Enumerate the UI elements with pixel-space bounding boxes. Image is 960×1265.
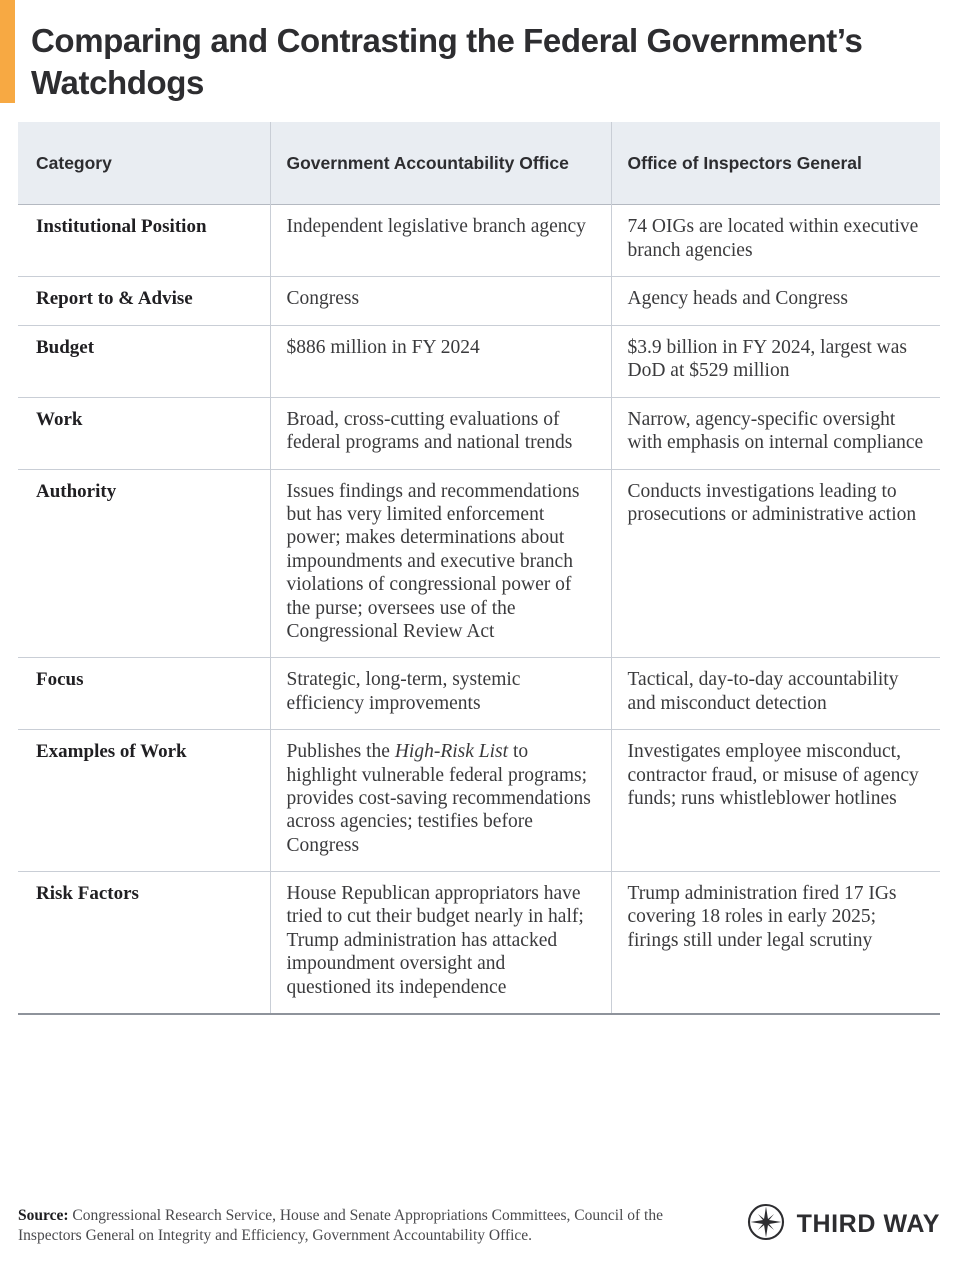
column-header-category: Category (18, 122, 270, 205)
cell-oig: Conducts investigations leading to prosecutions or administrative action (611, 469, 940, 658)
page-title: Comparing and Contrasting the Federal Government’s Watchdogs (31, 22, 863, 102)
comparison-table (18, 122, 940, 1015)
row-label: Institutional Position (18, 205, 270, 277)
row-label: Authority (18, 469, 270, 658)
title-block (0, 0, 960, 104)
cell-oig: Narrow, agency-specific oversight with emphasis on internal compliance (611, 397, 940, 469)
compass-star-icon (746, 1202, 786, 1247)
cell-text: to highlight vulnerable federal programs; provides cost-saving recommendations across agencies; testifies before Congress (286, 741, 591, 856)
third-way-logo (746, 1196, 940, 1247)
cell-gao: Independent legislative branch agency (270, 205, 611, 277)
emphasis-text: High-Risk List (394, 741, 509, 763)
cell-gao: Congress (270, 277, 611, 326)
cell-gao: House Republican appropriators have tried to cut their budget nearly in half; Trump administration has attacked impoundment oversight and questioned its independence (270, 872, 611, 1014)
cell-gao: $886 million in FY 2024 (270, 326, 611, 398)
table-header-row (18, 122, 940, 205)
cell-gao: Broad, cross-cutting evaluations of federal programs and national trends (270, 397, 611, 469)
comparison-table-container (0, 122, 960, 1015)
source-text: Congressional Research Service, House and Senate Appropriations Committees, Council of the Inspectors General on Integrity and Efficiency, Government Accountability Office. (18, 1207, 663, 1244)
source-label: Source: (18, 1207, 69, 1224)
table-row (18, 658, 940, 730)
table-row (18, 469, 940, 658)
row-label: Risk Factors (18, 872, 270, 1014)
table-header (18, 122, 940, 205)
cell-gao: Strategic, long-term, systemic efficiency improvements (270, 658, 611, 730)
row-label: Report to & Advise (18, 277, 270, 326)
row-label: Budget (18, 326, 270, 398)
third-way-wordmark: THIRD WAY (796, 1210, 940, 1238)
cell-oig: Agency heads and Congress (611, 277, 940, 326)
cell-oig: 74 OIGs are located within executive branch agencies (611, 205, 940, 277)
row-label: Work (18, 397, 270, 469)
footer (18, 1196, 940, 1247)
column-header-gao: Government Accountability Office (270, 122, 611, 205)
table-row (18, 326, 940, 398)
column-header-oig: Office of Inspectors General (611, 122, 940, 205)
table-row (18, 397, 940, 469)
source-note (18, 1196, 708, 1246)
table-row (18, 872, 940, 1014)
orange-accent-bar (0, 0, 15, 103)
row-label: Focus (18, 658, 270, 730)
cell-text: Publishes the (286, 741, 395, 763)
cell-gao: Issues findings and recommendations but has very limited enforcement power; makes determinations about impoundments and executive branch violations of congressional power of the purse; oversees use of the Congressional Review Act (270, 469, 611, 658)
cell-gao (270, 730, 611, 872)
cell-oig: Trump administration fired 17 IGs covering 18 roles in early 2025; firings still under legal scrutiny (611, 872, 940, 1014)
table-row (18, 205, 940, 277)
table-body (18, 205, 940, 1014)
cell-oig: Tactical, day-to-day accountability and misconduct detection (611, 658, 940, 730)
cell-oig: Investigates employee misconduct, contractor fraud, or misuse of agency funds; runs whistleblower hotlines (611, 730, 940, 872)
table-row (18, 730, 940, 872)
cell-oig: $3.9 billion in FY 2024, largest was DoD at $529 million (611, 326, 940, 398)
row-label: Examples of Work (18, 730, 270, 872)
table-row (18, 277, 940, 326)
